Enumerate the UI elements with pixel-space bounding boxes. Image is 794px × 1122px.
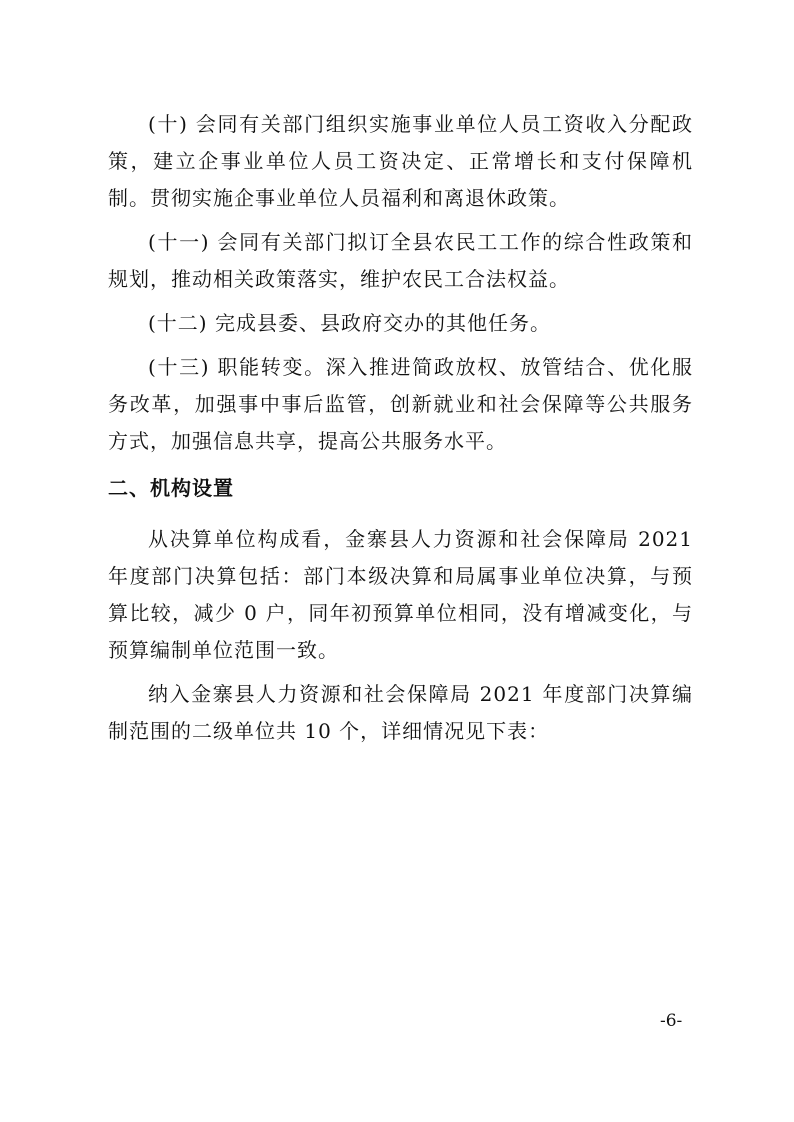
page-number: -6- bbox=[660, 1011, 683, 1031]
paragraph-units: 纳入金寨县人力资源和社会保障局 2021 年度部门决算编制范围的二级单位共 10 个，详细情况见下表： bbox=[108, 682, 693, 743]
paragraph-item-10: (十) 会同有关部门组织实施事业单位人员工资收入分配政策，建立企事业单位人员工资决定、正常增长和支付保障机制。贯彻实施企事业单位人员福利和离退休政策。 bbox=[108, 112, 693, 210]
paragraph-composition: 从决算单位构成看，金寨县人力资源和社会保障局 2021 年度部门决算包括：部门本级决算和局属事业单位决算，与预算比较，减少 0 户，同年初预算单位相同，没有增减变化，与预算编制单位范围一致。 bbox=[108, 527, 693, 662]
document-body bbox=[108, 106, 693, 757]
paragraph-item-13: (十三) 职能转变。深入推进简政放权、放管结合、优化服务改革，加强事中事后监管，创新就业和社会保障等公共服务方式，加强信息共享，提高公共服务水平。 bbox=[108, 355, 693, 453]
paragraph-item-12: (十二) 完成县委、县政府交办的其他任务。 bbox=[148, 311, 551, 335]
section-heading: 二、机构设置 bbox=[108, 476, 234, 500]
paragraph-item-11: (十一) 会同有关部门拟订全县农民工工作的综合性政策和规划，推动相关政策落实，维护农民工合法权益。 bbox=[108, 230, 693, 291]
